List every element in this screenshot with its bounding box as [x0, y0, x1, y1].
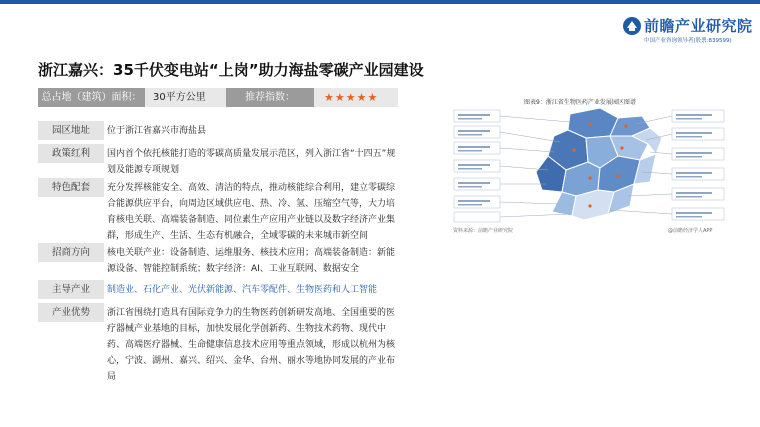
row-value: 核电关联产业：设备制造、运维服务、核技术应用；高端装备制造：新能源设备、智能控制系统；数字经济：AI、工业互联网、数据安全	[107, 248, 396, 274]
row-value: 国内首个依托核能打造的零碳高质量发展示范区，列入浙江省“十四五”规划及能源专项规划	[107, 149, 396, 175]
row-policy	[38, 144, 398, 180]
logo-mark-icon	[622, 16, 642, 36]
rating-label: 推荐指数：	[226, 88, 314, 107]
row-key: 政策红利	[38, 144, 104, 163]
row-value: 位于浙江省嘉兴市海盐县	[107, 126, 207, 136]
row-value: 制造业、石化产业、光伏新能源、汽车零配件、生物医药和人工智能	[107, 285, 378, 295]
logo-name: 前瞻产业研究院	[644, 17, 753, 35]
row-key: 产业优势	[38, 303, 104, 322]
row-key: 特色配套	[38, 178, 104, 197]
info-bar	[38, 88, 398, 107]
row-value: 浙江省围绕打造具有国际竞争力的生物医药创新研发高地、全国重要的医疗器械产业基地的目标，加快发展化学创新药、生物技术药物、现代中药、高端医疗器械、生命健康信息技术应用等重点领域，形成以杭州为核心，宁波、湖州、嘉兴、绍兴、金华、台州、丽水等地协同发展的产业布局	[107, 308, 396, 382]
figure-caption: 图表9：浙江省生物医药产业发展园区图谱	[524, 99, 636, 106]
rating-stars: ★★★★★	[324, 91, 379, 104]
row-advantages	[38, 303, 398, 382]
logo-subtitle: 中国产业咨询领导者(股票:839599)	[644, 38, 732, 44]
page-title: 浙江嘉兴：35千伏变电站“上岗”助力海盐零碳产业园建设	[38, 61, 424, 79]
row-investment	[38, 243, 398, 279]
area-label: 总占地（建筑）面积：	[38, 88, 145, 107]
park-map-figure	[450, 92, 730, 242]
figure-watermark: @前瞻经济学人APP	[668, 228, 713, 234]
row-address	[38, 121, 398, 141]
row-leading-industry	[38, 280, 398, 300]
top-accent-bar	[0, 0, 760, 4]
figure-source: 资料来源：前瞻产业研究院	[453, 228, 514, 234]
zhejiang-map-illustration	[450, 92, 730, 242]
brand-logo	[622, 15, 753, 51]
row-key: 招商方向	[38, 243, 104, 262]
row-key: 主导产业	[38, 280, 104, 299]
row-features	[38, 178, 398, 246]
area-value: 30平方公里	[153, 92, 206, 103]
row-key: 园区地址	[38, 121, 104, 140]
row-value: 充分发挥核能安全、高效、清洁的特点，推动核能综合利用，建立零碳综合能源供应平台，向周边区域供应电、热、冷、氢、压缩空气等，大力培育核电关联、高端装备制造、同位素生产应用产业链以及数字经济产业集群，形成生产、生活、生态有机融合，全域零碳的未来城市新空间	[107, 183, 396, 241]
